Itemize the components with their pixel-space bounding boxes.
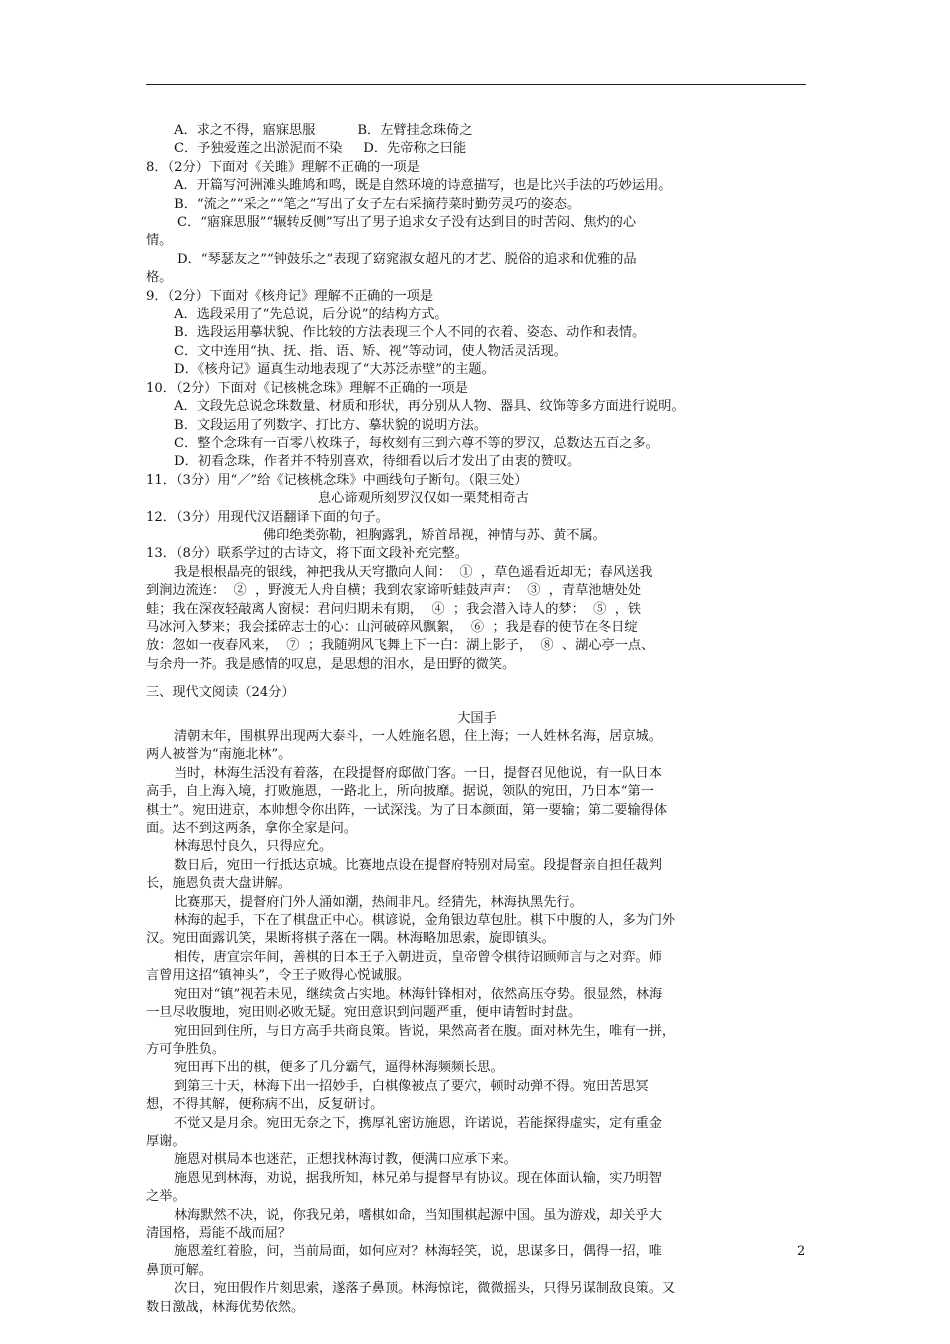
- text-line: 我是根根晶亮的银线，神把我从天穹撒向人间： ① ，草色遥看近却无；春风送我: [174, 564, 653, 580]
- story-line: 林海思忖良久，只得应允。: [174, 839, 333, 855]
- story-line: 长，施恩负责大盘讲解。: [146, 876, 292, 892]
- story-line: 施恩见到林海，劝说，据我所知，林兄弟与提督早有协议。现在体面认输，实乃明智: [174, 1170, 662, 1186]
- story-line: 面。达不到这两条，拿你全家是问。: [146, 821, 357, 837]
- text-line: 9．（2分）下面对《核舟记》理解不正确的一项是: [146, 288, 434, 304]
- text-line: 与余舟一芥。我是感情的叹息，是思想的泪水，是田野的微笑。: [146, 656, 516, 672]
- text-line: 10．（2分）下面对《记核桃念珠》理解不正确的一项是: [146, 380, 468, 396]
- story-line: 林海的起手，下在了棋盘正中心。棋谚说，金角银边草包肚。棋下中腹的人，多为门外: [174, 913, 676, 929]
- story-line: 宛田再下出的棋，便多了几分霸气，逼得林海频频长思。: [174, 1060, 504, 1076]
- story-line: 施恩羞红着脸，问，当前局面，如何应对？林海轻笑，说，思谋多日，偶得一招，唯: [174, 1244, 662, 1260]
- text-line: 8．（2分）下面对《关雎》理解不正确的一项是: [146, 159, 420, 175]
- text-line: 息心谛观所刻罗汉仅如一栗梵相奇古: [318, 491, 529, 507]
- story-line: 数日激战，林海优势依然。: [146, 1299, 305, 1315]
- story-line: 之举。: [146, 1189, 186, 1205]
- story-line: 到第三十天，林海下出一招妙手，白棋像被点了要穴，顿时动弹不得。宛田苦思冥: [174, 1078, 649, 1094]
- story-line: 言曾用这招“镇神头”，令王子败得心悦诚服。: [146, 968, 411, 984]
- page-number: 2: [797, 1244, 806, 1259]
- text-line: C．文中连用“执、抚、指、语、矫、视”等动词，使人物活灵活现。: [174, 343, 567, 359]
- text-line: 11．（3分）用“／”给《记核桃念珠》中画线句子断句。（限三处）: [146, 472, 528, 488]
- story-line: 方可争胜负。: [146, 1041, 226, 1057]
- text-line: A．求之不得，寤寐思服 B．左臂挂念珠倚之: [174, 123, 473, 138]
- story-line: 相传，唐宣宗年间，善棋的日本王子入朝进贡，皇帝曾令棋待诏顾师言与之对弈。师: [174, 949, 662, 965]
- story-line: 高手，自上海入境，打败施恩，一路北上，所向披靡。据说，领队的宛田，乃日本“第一: [146, 784, 654, 800]
- story-line: 宛田回到住所，与日方高手共商良策。皆说，果然高者在腹。面对林先生，唯有一拼，: [174, 1023, 676, 1039]
- story-line: 想，不得其解，便称病不出，反复研讨。: [146, 1097, 384, 1113]
- story-line: 清国格，焉能不战而屈？: [146, 1225, 292, 1241]
- story-line: 当时，林海生活没有着落，在段提督府邸做门客。一日，提督召见他说，有一队日本: [174, 765, 662, 781]
- text-line: 13．（8分）联系学过的古诗文，将下面文段补充完整。: [146, 546, 468, 562]
- story-line: 不觉又是月余。宛田无奈之下，携厚礼密访施恩，许诺说，若能探得虚实，定有重金: [174, 1115, 662, 1131]
- text-line: D．初看念珠，作者并不特别喜欢，待细看以后才发出了由衷的赞叹。: [174, 454, 581, 470]
- story-line: 林海默然不决，说，你我兄弟，嗜棋如命，当知围棋起源中国。虽为游戏，却关乎大: [174, 1207, 662, 1223]
- text-line: 12．（3分）用现代汉语翻译下面的句子。: [146, 509, 389, 525]
- text-line: C．“寤寐思服”“辗转反侧”写出了男子追求女子没有达到目的时苦闷、焦灼的心: [177, 215, 637, 231]
- story-block: [146, 728, 808, 1317]
- text-line: 蛙；我在深夜轻敲离人窗棂：君问归期未有期， ④ ；我会潜入诗人的梦： ⑤ ，铁: [146, 601, 642, 617]
- page-content: [146, 122, 808, 1317]
- story-line: 厚谢。: [146, 1133, 186, 1149]
- text-line: B．文段运用了列数字、打比方、摹状貌的说明方法。: [174, 417, 488, 433]
- text-line: 佛印绝类弥勒，袒胸露乳，矫首昂视，神情与苏、黄不属。: [263, 527, 606, 543]
- story-line: 两人被誉为“南施北林”。: [146, 747, 292, 763]
- text-line: C．予独爱莲之出淤泥而不染 D．先帝称之曰能: [174, 141, 467, 157]
- story-line: 数日后，宛田一行抵达京城。比赛地点设在提督府特别对局室。段提督亲自担任裁判: [174, 857, 662, 873]
- story-line: 清朝末年，围棋界出现两大泰斗，一人姓施名恩，住上海；一人姓林名海，居京城。: [174, 729, 662, 744]
- text-line: A．选段采用了“先总说，后分说”的结构方式。: [174, 307, 448, 323]
- section-heading: 三、现代文阅读（24分）: [146, 685, 295, 701]
- text-line: B．选段运用摹状貌、作比较的方法表现三个人不同的衣着、姿态、动作和表情。: [174, 325, 646, 341]
- text-line: 放：忽如一夜春风来， ⑦ ；我随朔风飞舞上下一白：湖上影子， ⑧ 、湖心亭一点、: [146, 638, 655, 654]
- story-line: 次日，宛田假作片刻思索，遂落子鼻顶。林海惊诧，微微摇头，只得另谋制敌良策。又: [174, 1281, 676, 1297]
- text-line: B．“流之”“采之”“笔之”写出了女子左右采摘荇菜时勤劳灵巧的姿态。: [174, 196, 581, 212]
- text-line: 情。: [146, 233, 173, 249]
- story-title: 大国手: [457, 710, 497, 726]
- text-line: A．文段先总说念珠数量、材质和形状，再分别从人物、器具、纹饰等多方面进行说明。: [174, 399, 685, 415]
- text-line: 格。: [146, 270, 173, 286]
- text-line: C．整个念珠有一百零八枚珠子，每枚刻有三到六尊不等的罗汉，总数达五百之多。: [174, 435, 659, 451]
- story-line: 施恩对棋局本也迷茫，正想找林海讨教，便满口应承下来。: [174, 1152, 517, 1168]
- story-line: 汉。宛田面露讥笑，果断将棋子落在一隅。林海略加思索，旋即镇头。: [146, 931, 555, 947]
- questions-block: [146, 122, 808, 674]
- text-line: A．开篇写河洲滩头雎鸠和鸣，既是自然环境的诗意描写，也是比兴手法的巧妙运用。: [174, 178, 672, 194]
- text-line: 到涧边流连： ② ，野渡无人舟自横；我到农家谛听蛙鼓声声： ③ ，青草池塘处处: [146, 583, 642, 599]
- story-line: 鼻顶可解。: [146, 1262, 212, 1278]
- story-line: 一旦尽收腹地，宛田则必败无疑。宛田意识到问题严重，便申请暂时封盘。: [146, 1005, 582, 1021]
- story-line: 比赛那天，提督府门外人涌如潮，热闹非凡。经猜先，林海执黑先行。: [174, 894, 583, 910]
- header-rule: [146, 84, 806, 85]
- text-line: D．“琴瑟友之”“钟鼓乐之”表现了窈窕淑女超凡的才艺、脱俗的追求和优雅的品: [177, 251, 637, 267]
- text-line: D．《核舟记》逼真生动地表现了“大苏泛赤壁”的主题。: [174, 362, 495, 378]
- story-line: 棋士”。宛田进京，本帅想令你出阵，一试深浅。为了日本颜面，第一要输；第二要输得体: [146, 802, 668, 818]
- text-line: 马冰河入梦来；我会揉碎志士的心：山河破碎风飘絮， ⑥ ；我是春的使节在冬日绽: [146, 619, 638, 635]
- story-line: 宛田对“镇”视若未见，继续贪占实地。林海针锋相对，依然高压夺势。很显然，林海: [174, 986, 663, 1002]
